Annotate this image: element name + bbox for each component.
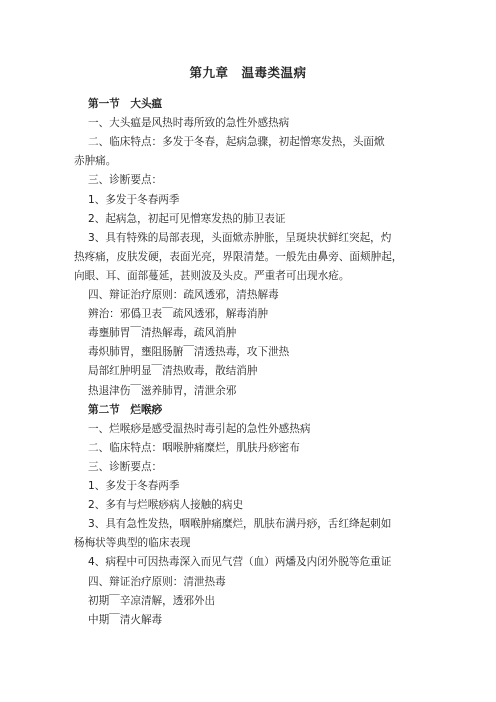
text-line: 局部红肿明显￣清热败毒，散结消肿 [88, 365, 258, 378]
chapter-title: 第九章 温毒类温病 [189, 65, 307, 80]
section-heading: 第一节 大头瘟 [88, 98, 163, 110]
text-line: 向眼、耳、面部蔓延，甚则波及头皮。严重者可出现水疮。 [74, 269, 350, 282]
text-line: 二、临床特点：咽喉肿痛糜烂，肌肤丹痧密布 [88, 441, 300, 454]
text-line: 初期￣辛凉清解，透邪外出 [88, 594, 216, 607]
text-line: 杨梅状等典型的临床表现 [74, 537, 191, 550]
text-line: 2、起病急，初起可见憎寒发热的肺卫表证 [88, 212, 286, 225]
text-line: 一、大头瘟是风热时毒所致的急性外感热病 [88, 117, 290, 130]
text-line: 3、具有特殊的局部表现，头面焮赤肿胀，呈斑块状鲜红突起，灼 [88, 231, 392, 244]
text-line: 2、多有与烂喉痧病人接触的病史 [88, 499, 244, 512]
text-line: 1、多发于冬春两季 [88, 193, 180, 206]
text-line: 热退津伤￣滋养肺胃，清泄余邪 [88, 384, 237, 397]
text-line: 四、辩证治疗原则：疏风透邪，清热解毒 [88, 289, 279, 301]
text-line: 四、辩证治疗原则：清泄热毒 [88, 575, 226, 588]
text-line: 赤肿痛。 [74, 155, 117, 168]
text-line: 热疼痛，皮肤发硬，表面光亮，界限清楚。一般先由鼻旁、面颊肿起， [74, 250, 403, 263]
text-line: 三、诊断要点： [88, 460, 163, 473]
text-line: 毒壅肺胃￣清热解毒，疏风消肿 [88, 327, 237, 340]
text-line: 4、病程中可因热毒深入而见气营（血）两燔及内闭外脱等危重证 [88, 556, 392, 569]
text-line: 毒炽肺胃，壅阻肠腑￣清透热毒，攻下泄热 [88, 346, 290, 359]
text-line: 3、具有急性发热，咽喉肿痛糜烂，肌肤布满丹痧，舌红绛起刺如 [88, 518, 392, 531]
section-heading: 第二节 烂喉痧 [88, 403, 163, 416]
text-line: 三、诊断要点： [88, 174, 163, 187]
text-line: 二、临床特点：多发于冬春，起病急骤，初起憎寒发热，头面焮 [88, 136, 385, 149]
text-line: 一、烂喉痧是感受温热时毒引起的急性外感热病 [88, 422, 311, 435]
text-line: 辨治：邪僞卫表￣疏风透邪，解毒消肿 [88, 308, 269, 321]
text-line: 1、多发于冬春两季 [88, 480, 180, 492]
text-line: 中期￣清火解毒 [88, 613, 163, 626]
